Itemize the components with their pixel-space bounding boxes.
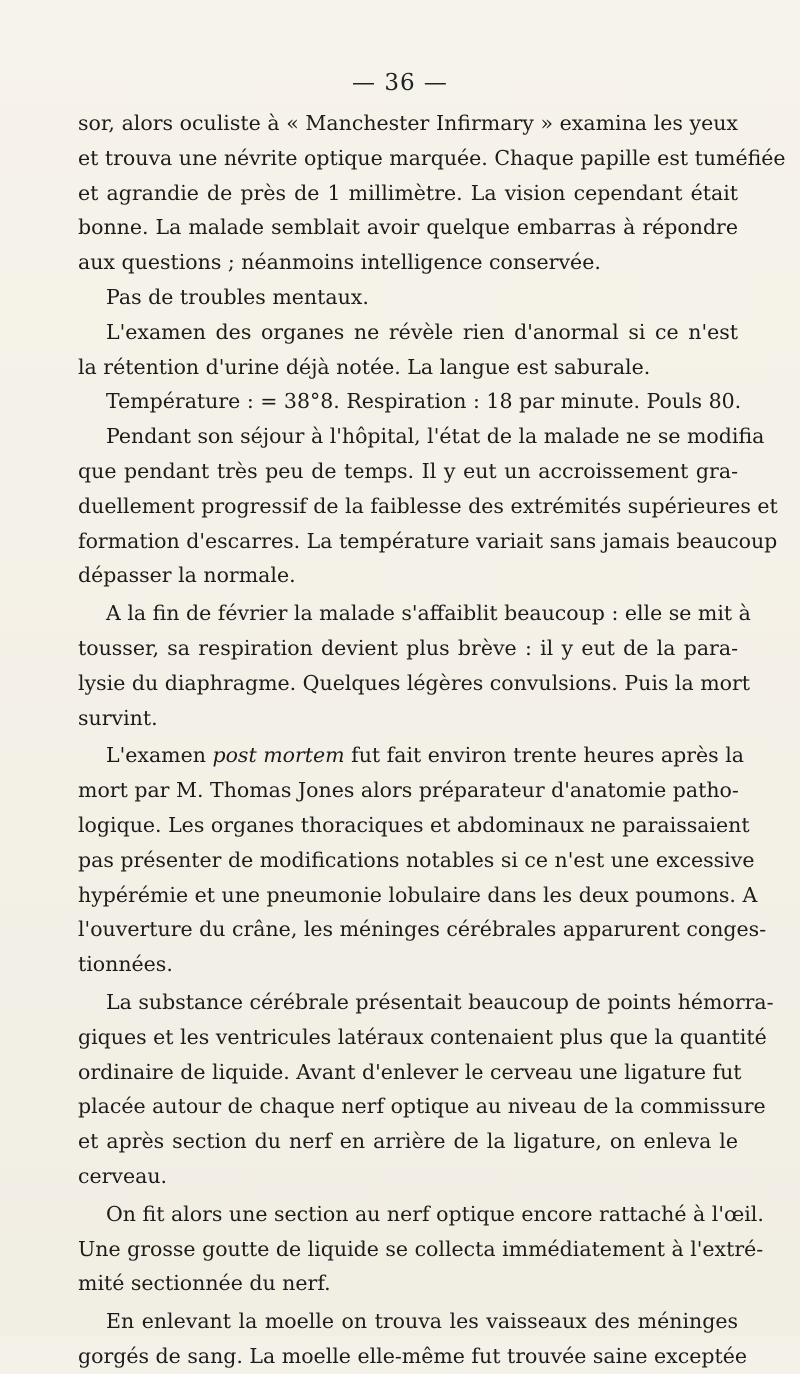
text-line: A la fin de février la malade s'affaiblit beaucoup : elle se mit à — [106, 601, 751, 626]
text-line: placée autour de chaque nerf optique au niveau de la commissure — [78, 1094, 766, 1119]
text-line: dépasser la normale. — [78, 563, 296, 588]
text-line: et agrandie de près de 1 millimètre. La vision cependant était — [78, 180, 738, 205]
text-line: giques et les ventricules latéraux contenaient plus que la quantité — [78, 1024, 767, 1049]
text-line: hypérémie et une pneumonie lobulaire dans les deux poumons. A — [78, 882, 758, 907]
text-line: bonne. La malade semblait avoir quelque embarras à répondre — [78, 215, 738, 240]
body-text — [78, 106, 786, 1374]
page-number: — 36 — — [352, 70, 448, 96]
text-line: logique. Les organes thoraciques et abdominaux ne paraissaient — [78, 812, 750, 837]
text-line: tousser, sa respiration devient plus brève : il y eut de la para- — [78, 635, 738, 660]
text-line: mort par M. Thomas Jones alors préparateur d'anatomie patho- — [78, 778, 739, 803]
text-line: ordinaire de liquide. Avant d'enlever le cerveau une ligature fut — [78, 1059, 742, 1084]
text-line: L'examen des organes ne révèle rien d'anormal si ce n'est — [106, 319, 738, 344]
text-line: lysie du diaphragme. Quelques légères convulsions. Puis la mort — [78, 670, 751, 695]
text-line: cerveau. — [78, 1163, 168, 1188]
italic-term: post mortem — [212, 743, 345, 768]
text-line: tionnées. — [78, 952, 173, 977]
text-line: et trouva une névrite optique marquée. Chaque papille est tuméfiée — [78, 145, 786, 170]
text-line: aux questions ; néanmoins intelligence conservée. — [78, 250, 601, 275]
text-line: la rétention d'urine déjà notée. La langue est saburale. — [78, 354, 651, 379]
text-line: pas présenter de modifications notables si ce n'est une excessive — [78, 847, 755, 872]
text-line: On fit alors une section au nerf optique encore rattaché à l'œil. — [106, 1201, 764, 1226]
text-line: duellement progressif de la faiblesse des extrémités supérieures et — [78, 493, 778, 518]
text-line: Une grosse goutte de liquide se collecta immédiatement à l'extré- — [78, 1236, 764, 1261]
text-line: survint. — [78, 705, 158, 730]
text-line: En enlevant la moelle on trouva les vaisseaux des méninges — [106, 1309, 738, 1334]
text-line: mité sectionnée du nerf. — [78, 1271, 331, 1296]
text-line: La substance cérébrale présentait beaucoup de points hémorra- — [106, 989, 774, 1014]
text-segment: L'examen — [106, 743, 213, 768]
text-segment: fut fait environ trente heures après la — [344, 743, 744, 768]
text-line-post-mortem — [78, 738, 744, 773]
text-line: sor, alors oculiste à « Manchester Infirmary » examina les yeux — [78, 111, 738, 135]
text-line: gorgés de sang. La moelle elle-même fut trouvée saine exceptée — [78, 1343, 747, 1368]
text-line: l'ouverture du crâne, les méninges cérébrales apparurent conges- — [78, 917, 767, 942]
text-line: Pendant son séjour à l'hôpital, l'état de la malade ne se modifia — [106, 424, 765, 449]
text-line: Température : = 38°8. Respiration : 18 par minute. Pouls 80. — [106, 389, 742, 414]
text-line: Pas de troubles mentaux. — [106, 284, 369, 309]
text-line: formation d'escarres. La température variait sans jamais beaucoup — [78, 528, 778, 553]
text-line: que pendant très peu de temps. Il y eut un accroissement gra- — [78, 458, 738, 483]
text-line: et après section du nerf en arrière de la ligature, on enleva le — [78, 1129, 738, 1154]
